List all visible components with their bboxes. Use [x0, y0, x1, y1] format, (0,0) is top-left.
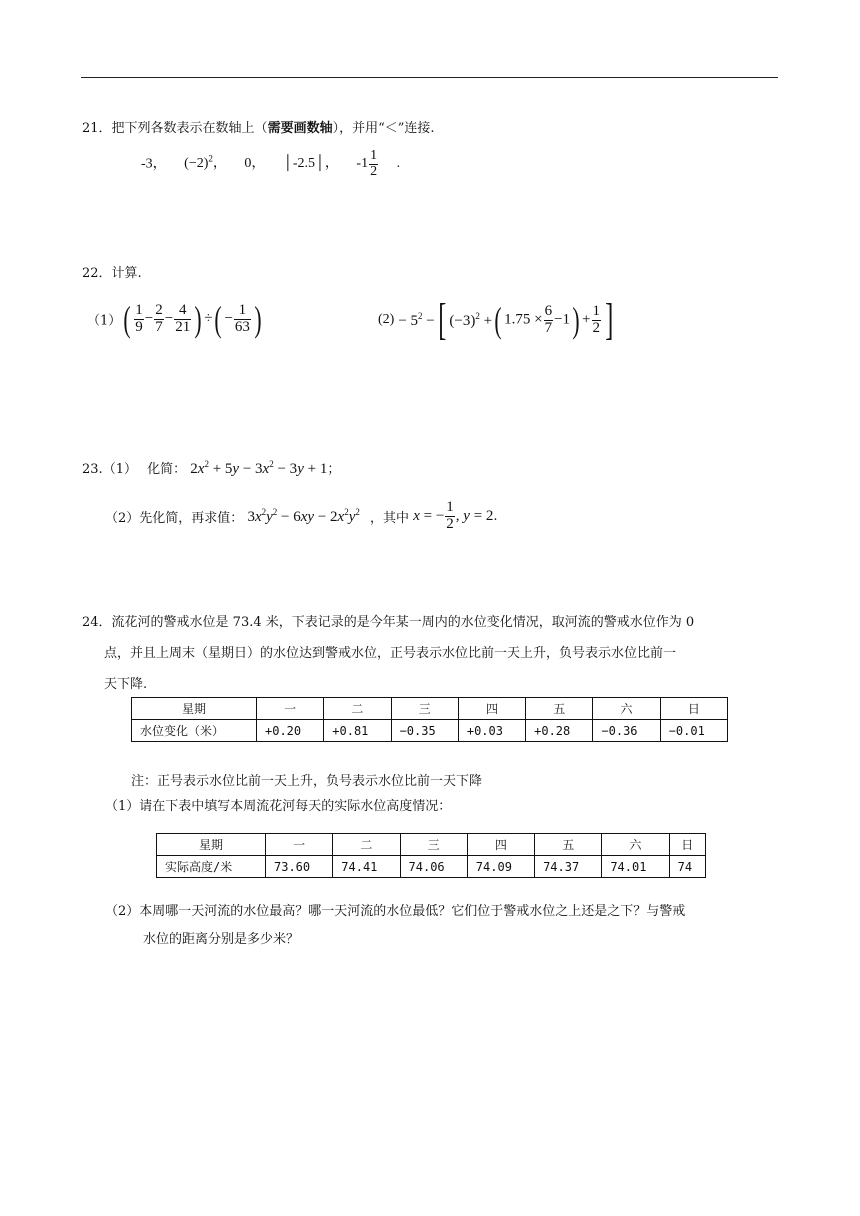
q23-p2-end: .	[493, 508, 498, 524]
q22-p1-lparen: (	[123, 299, 131, 339]
q22-p1-lparen2: (	[214, 299, 223, 339]
q24-sub2-line1: （2）本周哪一天河流的水位最高？哪一天河流的水位最低？它们位于警戒水位之上还是之下？与警戒	[105, 904, 686, 919]
q22-p1-f2-num: 2	[155, 301, 163, 318]
q22-p2-coef: 1.75 ×	[504, 311, 543, 328]
q24-line2: 点，并且上周末（星期日）的水位达到警戒水位，正号表示水位比前一天上升，负号表示水位比前一	[104, 646, 677, 661]
q21-n3: 0，	[244, 156, 266, 172]
q22-p2-plus: +	[582, 311, 591, 328]
table-cell: 五	[526, 698, 593, 720]
table-cell: 74.37	[535, 856, 602, 878]
q21-text-after: ），并用“＜”连接.	[332, 121, 435, 136]
table-cell: 二	[333, 834, 400, 856]
table-cell: +0.20	[257, 720, 324, 742]
q21-n5-frac	[369, 149, 378, 179]
q23-p2-x-den: 2	[446, 515, 454, 532]
q22-p1-f3-num: 4	[174, 303, 191, 320]
q22-p2-base2: (−3)	[449, 312, 476, 329]
q24-number: 24．	[82, 615, 112, 630]
q22-p1-neg: −	[224, 310, 233, 327]
q23-p2-text: 先化简，再求值：	[139, 510, 244, 526]
table-cell: 水位变化（米）	[132, 720, 257, 742]
table-cell: 日	[669, 834, 705, 856]
q22-p2-lparen: (	[494, 300, 502, 340]
q24-line1-text: 流花河的警戒水位是 73.4 米，下表记录的是今年某一周内的水位变化情况，取河流的警戒水位作为 0	[111, 615, 695, 630]
q22-p1-label: （1）	[87, 313, 122, 329]
table-cell: 74.01	[602, 856, 669, 878]
table-cell: 74	[669, 856, 705, 878]
q22-p2-f2-den: 2	[592, 319, 600, 336]
table-cell: −0.35	[391, 720, 458, 742]
q22-p1-op1: −	[144, 310, 154, 327]
table-cell: +0.28	[526, 720, 593, 742]
q22-p1-f1-num: 1	[135, 301, 143, 318]
q22-p2-label: (2)	[378, 312, 395, 327]
table-cell: 星期	[132, 698, 257, 720]
table-cell: 74.09	[467, 856, 534, 878]
q21-n5-num: 1	[370, 148, 378, 163]
q24-sub1: （1）请在下表中填写本周流花河每天的实际水位高度情况：	[105, 799, 452, 814]
q24-sub2-line2: 水位的距离分别是多少米？	[143, 932, 300, 947]
table-row	[157, 834, 706, 856]
q22-p2-pre-text: − 5	[398, 312, 419, 329]
table-cell: −0.36	[593, 720, 660, 742]
q22-p1-f4-num: 1	[234, 303, 251, 320]
table-row	[157, 856, 706, 878]
q24-line3: 天下降.	[104, 677, 148, 692]
q22-p2-rparen: )	[572, 300, 580, 340]
water-change-table	[131, 697, 728, 742]
table-cell: 六	[593, 698, 660, 720]
q21-n5-int: -1	[356, 156, 369, 172]
q21-end: .	[396, 156, 401, 172]
q22-p2-exp1: 2	[418, 310, 423, 321]
q23-p1-expr: $2x^2 + 5y - 3x^2 - 3y + 1$	[190, 459, 328, 477]
q22-p2-f2	[592, 304, 602, 337]
q22-p1-f1-den: 9	[135, 318, 143, 335]
q23-p2-label: （2）	[105, 510, 140, 526]
q23-p2-where: ，其中	[370, 510, 410, 526]
q23-p2-cond: x = −	[413, 507, 445, 524]
q22-p1-f1	[134, 303, 144, 336]
q22-number: 22．	[82, 266, 112, 281]
q23-p2-expr: $3x^2y^2 - 6xy - 2x^2y^2$	[247, 506, 360, 525]
table-cell: +0.03	[458, 720, 525, 742]
q22-p1-f3-den: 21	[175, 318, 191, 335]
q21-n2-sep: ，	[212, 156, 227, 172]
q22-part1	[87, 301, 264, 337]
q24-line1	[82, 610, 782, 635]
q23-p2-ycond: , y = 2	[455, 507, 494, 524]
q22-p2-rbracket: ]	[605, 295, 614, 344]
q21-n4: │-2.5│，	[282, 156, 339, 172]
q22-p2-term1: $(-3)^2$ +	[449, 310, 493, 329]
table-cell: 74.06	[400, 856, 467, 878]
q22-p2-lbracket: [	[438, 295, 447, 344]
q22-p1-f4	[234, 303, 251, 336]
q23-part2	[105, 500, 498, 533]
q22-p2-f1-den: 7	[544, 319, 553, 336]
table-cell: 星期	[157, 834, 266, 856]
table-cell: 四	[458, 698, 525, 720]
q22-p1-op2: −	[164, 310, 174, 327]
q21-n2	[184, 153, 227, 172]
q21-line	[82, 117, 435, 136]
table-cell: 日	[660, 698, 727, 720]
q22-p2-f1-num: 6	[544, 302, 553, 319]
q22-p1-rparen: )	[194, 299, 202, 339]
q24-note: 注：正号表示水位比前一天上升，负号表示水位比前一天下降	[131, 774, 483, 789]
q22-title: 计算.	[111, 266, 142, 281]
table-cell: 二	[324, 698, 391, 720]
table-cell: 六	[602, 834, 669, 856]
q21-n5-den: 2	[370, 163, 378, 179]
q23-part1	[82, 458, 340, 478]
q21-text-before: 把下列各数表示在数轴上（	[111, 121, 268, 136]
table-cell: 五	[535, 834, 602, 856]
q22-p2-pre: − $5^2$ −	[398, 310, 435, 329]
q23-p1-end: ；	[327, 462, 341, 477]
q22-p2-f2-num: 1	[592, 302, 600, 319]
q21-n1: -3，	[141, 156, 167, 172]
table-cell: +0.81	[324, 720, 391, 742]
q22-p1-f2-den: 7	[155, 318, 163, 335]
q23-p2-x-num: 1	[446, 499, 454, 515]
table-cell: 实际高度/米	[157, 856, 266, 878]
table-cell: 74.41	[333, 856, 400, 878]
table-cell: 三	[391, 698, 458, 720]
table-cell: 73.60	[266, 856, 333, 878]
q22-p2-minus1: −1	[554, 311, 571, 328]
q23-p1-text: 化简：	[147, 462, 187, 477]
header-rule	[81, 77, 778, 78]
table-row	[132, 698, 728, 720]
q23-p1-label: （1）	[102, 462, 137, 477]
q23-number: 23.	[82, 462, 103, 477]
q22-p1-f2	[154, 303, 164, 336]
q23-p2-xfrac	[445, 500, 455, 533]
q22-p2-exp2: 2	[475, 310, 480, 321]
q21-n2-base: (−2)	[184, 156, 209, 172]
table-cell: 一	[266, 834, 333, 856]
table-cell: 一	[257, 698, 324, 720]
q24-paragraph	[82, 610, 782, 697]
q22-part2	[378, 295, 617, 344]
table-cell: 三	[400, 834, 467, 856]
q22-p1-f3	[174, 303, 191, 336]
q21-n2-exp: 2	[208, 153, 213, 164]
q22-p2-f1	[544, 304, 554, 337]
actual-height-table	[156, 833, 706, 878]
q22-title-line	[82, 262, 142, 281]
table-row	[132, 720, 728, 742]
q21-text-bold: 需要画数轴	[267, 121, 333, 136]
table-cell: −0.01	[660, 720, 727, 742]
q22-p1-rparen2: )	[254, 299, 262, 339]
q21-numbers	[141, 149, 400, 179]
q22-p1-div: ÷	[204, 310, 213, 327]
q21-number: 21．	[82, 121, 112, 136]
q22-p1-f4-den: 63	[234, 318, 250, 335]
table-cell: 四	[467, 834, 534, 856]
q21-n5	[356, 148, 379, 179]
